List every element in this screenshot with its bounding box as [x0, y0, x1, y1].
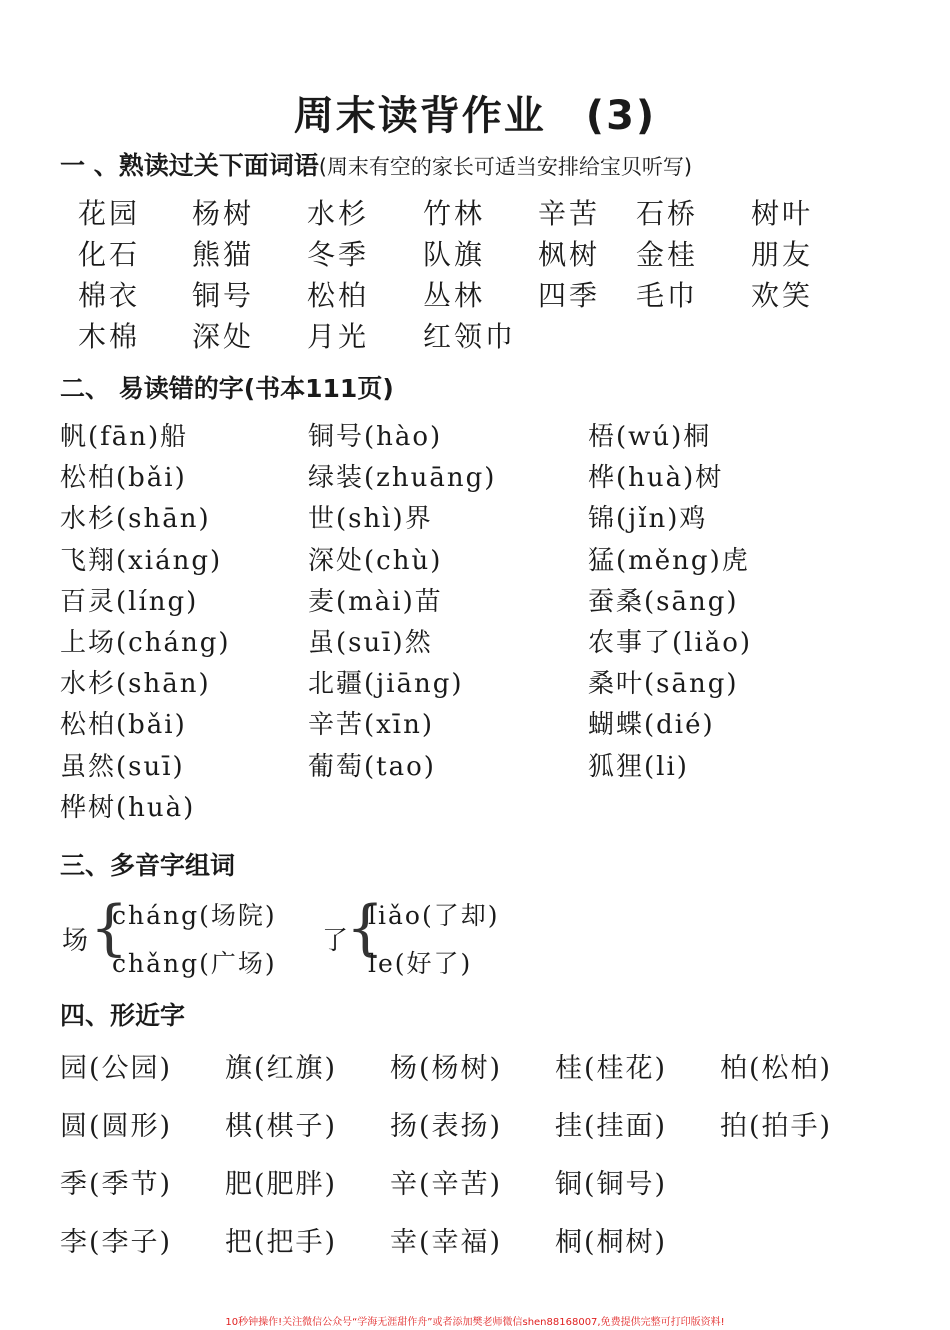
- word: 树叶: [751, 197, 814, 230]
- pinyin-entry: 葡萄(tao): [308, 751, 436, 782]
- word: 枫树: [538, 238, 601, 271]
- word: 花园: [78, 197, 141, 230]
- similar-entry: 桐(桐树): [555, 1227, 668, 1258]
- polyphone-item: chǎng(广场): [112, 949, 277, 978]
- polyphone-item: le(好了): [368, 949, 473, 978]
- word: 欢笑: [751, 279, 814, 312]
- similar-entry: 旗(红旗): [225, 1053, 338, 1084]
- pinyin-entry: 虽(suī)然: [308, 627, 433, 658]
- title-main: 周末读背作业: [293, 93, 546, 139]
- similar-entry: 把(把手): [225, 1227, 338, 1258]
- brace-icon: {: [346, 893, 385, 963]
- title-number: (3): [585, 93, 657, 139]
- pinyin-entry: 猛(měng)虎: [588, 545, 750, 576]
- similar-entry: 幸(幸福): [390, 1227, 503, 1258]
- word: 队旗: [423, 238, 486, 271]
- word: 松柏: [307, 279, 370, 312]
- page-title: [0, 84, 950, 141]
- similar-entry: 铜(铜号): [555, 1169, 668, 1200]
- pinyin-entry: 锦(jǐn)鸡: [588, 504, 708, 535]
- similar-entry: 杨(杨树): [390, 1053, 503, 1084]
- polyphone-char: 场: [62, 926, 89, 956]
- pinyin-entry: 桑叶(sāng): [588, 669, 739, 700]
- section-2-heading: 二、 易读错的字(书本111页): [60, 374, 394, 403]
- pinyin-entry: 上场(cháng): [60, 627, 231, 658]
- pinyin-entry: 狐狸(li): [588, 751, 689, 782]
- similar-entry: 肥(肥胖): [225, 1169, 338, 1200]
- word: 水杉: [307, 197, 370, 230]
- pinyin-entry: 帆(fān)船: [60, 422, 189, 452]
- word: 熊猫: [192, 238, 255, 271]
- word: 竹林: [423, 197, 486, 230]
- pinyin-entry: 蚕桑(sāng): [588, 586, 739, 617]
- pinyin-entry: 桦树(huà): [60, 792, 196, 823]
- word: 朋友: [751, 238, 814, 271]
- word: 化石: [78, 238, 141, 271]
- pinyin-entry: 辛苦(xīn): [308, 710, 435, 741]
- footer-notice: 10秒钟操作!关注微信公众号“学海无涯甜作舟”或者添加樊老师微信shen88168007,免费提供完整可打印版资料!: [225, 1317, 725, 1328]
- pinyin-entry: 绿装(zhuāng): [308, 463, 497, 494]
- section-1-title: 一 、熟读过关下面词语: [60, 151, 319, 180]
- word: 铜号: [192, 279, 255, 312]
- pinyin-entry: 蝴蝶(dié): [588, 710, 715, 741]
- word: 棉衣: [78, 279, 141, 312]
- polyphone-item: liǎo(了却): [368, 901, 500, 930]
- word: 毛巾: [636, 279, 699, 312]
- pinyin-entry: 深处(chù): [308, 545, 443, 576]
- pinyin-entry: 松柏(bǎi): [60, 463, 187, 494]
- pinyin-entry: 桦(huà)树: [588, 463, 724, 494]
- word: 月光: [307, 320, 370, 353]
- word: 木棉: [78, 320, 141, 353]
- pinyin-entry: 虽然(suī): [60, 751, 185, 782]
- section-3-heading: 三、多音字组词: [60, 851, 236, 880]
- word: 辛苦: [538, 197, 601, 230]
- word: 红领巾: [423, 320, 517, 353]
- pinyin-entry: 百灵(líng): [60, 586, 199, 617]
- pinyin-entry: 松柏(bǎi): [60, 710, 187, 741]
- pinyin-entry: 农事了(liǎo): [588, 627, 753, 658]
- similar-entry: 李(李子): [60, 1227, 173, 1258]
- similar-entry: 扬(表扬): [390, 1111, 503, 1142]
- similar-entry: 挂(挂面): [555, 1111, 668, 1142]
- similar-entry: 棋(棋子): [225, 1111, 338, 1142]
- word: 杨树: [192, 197, 255, 230]
- section-4-heading: 四、形近字: [60, 1001, 186, 1030]
- similar-entry: 桂(桂花): [555, 1053, 668, 1084]
- similar-entry: 园(公园): [60, 1053, 173, 1084]
- word: 冬季: [307, 238, 370, 271]
- pinyin-entry: 麦(mài)苗: [308, 586, 443, 617]
- word: 石桥: [636, 197, 699, 230]
- pinyin-entry: 世(shì)界: [308, 504, 433, 535]
- similar-entry: 季(季节): [60, 1169, 173, 1200]
- word: 丛林: [423, 279, 486, 312]
- polyphone-item: cháng(场院): [112, 901, 277, 930]
- similar-entry: 拍(拍手): [720, 1111, 833, 1142]
- pinyin-entry: 水杉(shān): [60, 669, 211, 700]
- similar-entry: 辛(辛苦): [390, 1169, 503, 1200]
- brace-icon: {: [90, 893, 129, 963]
- word: 四季: [538, 279, 601, 312]
- polyphone-char: 了: [322, 926, 349, 956]
- pinyin-entry: 北疆(jiāng): [308, 669, 464, 700]
- pinyin-entry: 水杉(shān): [60, 504, 211, 535]
- similar-entry: 柏(松柏): [720, 1053, 833, 1084]
- word: 深处: [192, 320, 255, 353]
- section-1-heading: [60, 146, 692, 182]
- pinyin-entry: 飞翔(xiáng): [60, 545, 223, 576]
- polyphone-group: [62, 892, 582, 982]
- pinyin-entry: 铜号(hào): [308, 422, 443, 452]
- similar-entry: 圆(圆形): [60, 1111, 173, 1142]
- section-1-note: (周末有空的家长可适当安排给宝贝听写): [318, 155, 693, 179]
- pinyin-entry: 梧(wú)桐: [588, 422, 712, 452]
- word: 金桂: [636, 238, 699, 271]
